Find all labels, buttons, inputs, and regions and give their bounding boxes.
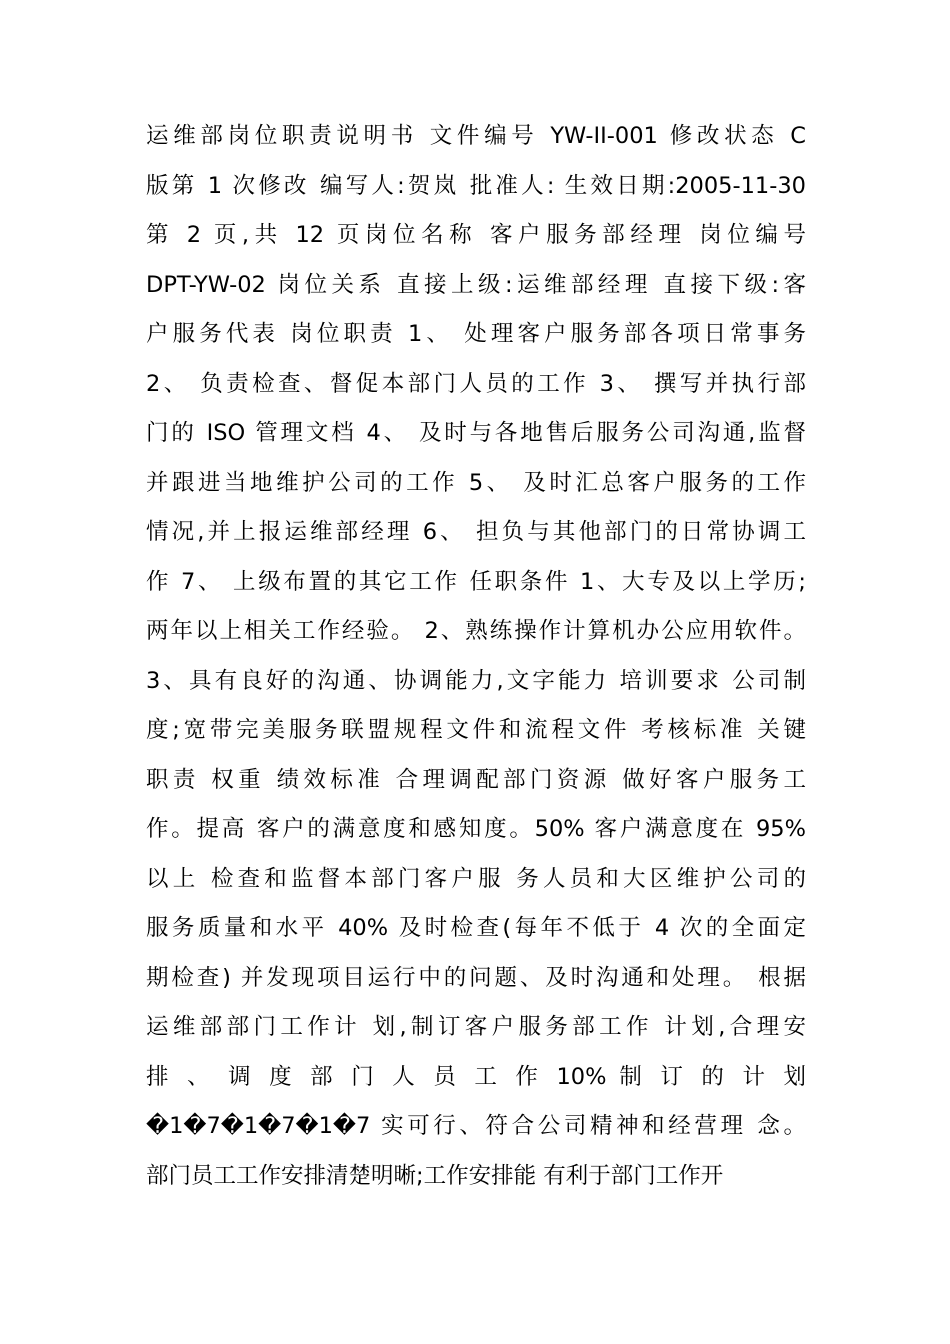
text-line: �1�7�1�7�1�7 实可行、符合公司精神和经营理 念。 [146, 1113, 806, 1139]
text-line: 两年以上相关工作经验。 2、熟练操作计算机办公应用软件。 [146, 618, 806, 644]
text-line: 门的 ISO 管理文档 4、 及时与各地售后服务公司沟通,监督 [146, 420, 806, 446]
text-line: 户服务代表 岗位职责 1、 处理客户服务部各项日常事务 [146, 321, 806, 347]
text-line: DPT-YW-02 岗位关系 直接上级:运维部经理 直接下级:客 [146, 271, 806, 298]
text-line: 情况,并上报运维部经理 6、 担负与其他部门的日常协调工 [146, 519, 806, 545]
text-line: 以上 检查和监督本部门客户服 务人员和大区维护公司的 [146, 865, 806, 892]
text-line: 作。提高 客户的满意度和感知度。50% 客户满意度在 95% [146, 816, 806, 842]
text-line: 2、 负责检查、督促本部门人员的工作 3、 撰写并执行部 [146, 370, 806, 397]
text-line: 运维部部门工作计 划,制订客户服务部工作 计划,合理安 [146, 1014, 806, 1040]
text-line: 3、具有良好的沟通、协调能力,文字能力 培训要求 公司制 [146, 667, 806, 694]
text-line: 第 2 页,共 12 页岗位名称 客户服务部经理 岗位编号 [146, 222, 806, 248]
text-line: 度;宽带完美服务联盟规程文件和流程文件 考核标准 关键 [146, 717, 806, 743]
text-line: 版第 1 次修改 编写人:贺岚 批准人: 生效日期:2005-11-30 [146, 172, 806, 199]
text-line: 排 、 调 度 部 门 人 员 工 作 10% 制 订 的 计 划 [146, 1063, 806, 1090]
text-line: 服务质量和水平 40% 及时检查(每年不低于 4 次的全面定 [146, 915, 806, 941]
text-line: 期检查) 并发现项目运行中的问题、及时沟通和处理。 根据 [146, 964, 806, 991]
document-body-text [146, 112, 806, 1201]
text-line: 运维部岗位职责说明书 文件编号 YW-II-001 修改状态 C [146, 123, 806, 149]
text-line: 部门员工工作安排清楚明晰;工作安排能 有利于部门工作开 [146, 1162, 724, 1189]
text-line: 职责 权重 绩效标准 合理调配部门资源 做好客户服务工 [146, 766, 806, 793]
text-line: 并跟进当地维护公司的工作 5、 及时汇总客户服务的工作 [146, 469, 806, 496]
text-line: 作 7、 上级布置的其它工作 任职条件 1、大专及以上学历; [146, 568, 806, 595]
